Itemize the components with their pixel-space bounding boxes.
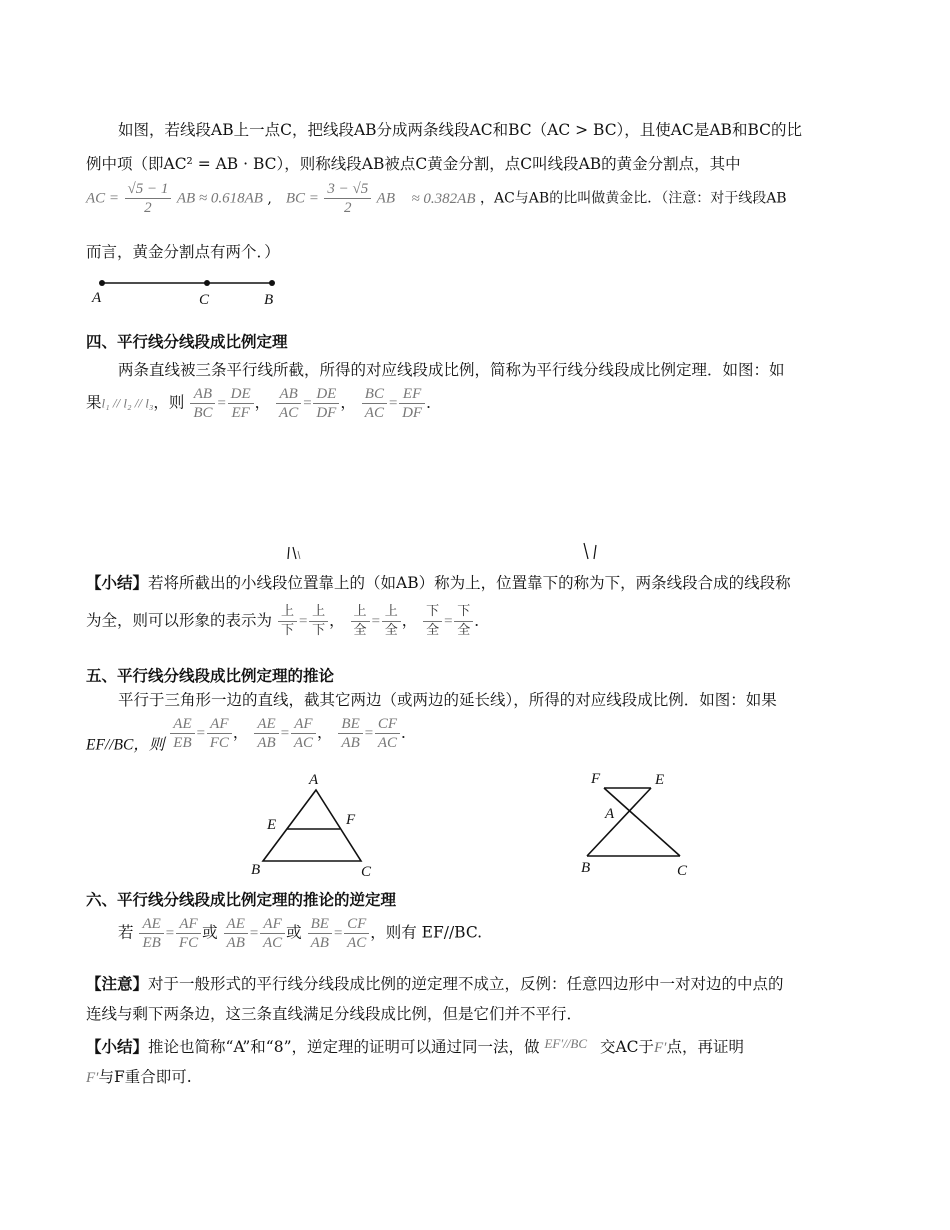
formula-ac-rhs: AB ≈ 0.618AB <box>176 190 263 207</box>
section-6-heading: 六、平行线分线段成比例定理的推论的逆定理 <box>86 890 397 909</box>
formula-ac-fraction <box>125 180 172 217</box>
golden-segment-figure <box>86 270 296 310</box>
label-c: C <box>199 292 210 308</box>
converse-ratio-3-left: $\frac{BE}{AB}$ <box>308 915 332 952</box>
converse-ratio-1-left: $\frac{AE}{EB}$ <box>139 915 163 952</box>
if-word: 若 <box>118 923 134 942</box>
f-prime-2: F′ <box>86 1070 99 1086</box>
or-word-1: 或 <box>202 923 218 942</box>
figure-remnant-left <box>285 545 305 561</box>
f-prime-1: F′ <box>654 1040 667 1056</box>
ef-prime-parallel-bc: EF′//BC <box>544 1036 587 1051</box>
formula-bc-num: 3 − √5 <box>324 180 371 199</box>
then-conclusion: ，则有 EF//BC. <box>370 923 483 942</box>
golden-formula-row: AC = $\frac{√5 - 1}{2}$ AB ≈ 0.618AB , BC = $\frac{3 - √5}{2}$ AB ≈ 0.382AB ，AC与AB的比叫做黄金比．（注意：对于线段AB <box>86 181 787 216</box>
point-b <box>269 280 275 286</box>
corollary-ratio-2-right: $\frac{AF}{AC}$ <box>291 715 316 752</box>
formula-bc-lhs: BC = <box>285 190 319 207</box>
section-5-formula-row: EF//BC，则 $\frac{AE}{EB}$ = $\frac{AF}{FC}$ ， $\frac{AE}{AB}$ = $\frac{AF}{AC}$ ， $\frac{BE}{AB}$ = $\frac{CF}{AC}$ ． <box>86 716 417 754</box>
point-a <box>99 280 105 286</box>
formula-bc-approx: ≈ 0.382AB <box>411 190 476 207</box>
section-6-summary-line-1: 【小结】推论也简称“A”和“8”，逆定理的证明可以通过同一法，做 $^{EF'//BC}$ 交AC于F′点，再证明 <box>86 1036 744 1056</box>
up-down-left: $\frac{\text{上}}{\text{下}}$ <box>278 603 297 640</box>
fig1-label-f: F <box>346 812 356 828</box>
ratio-3-right: $\frac{EF}{DF}$ <box>399 385 425 422</box>
corollary-ratio-1-left: $\frac{AE}{EB}$ <box>170 715 194 752</box>
figure-remnant-right <box>580 541 604 561</box>
ratio-1-right: $\frac{DE}{EF}$ <box>228 385 254 422</box>
fig2-label-e: E <box>655 772 665 788</box>
fig1-label-a: A <box>309 772 319 788</box>
section-5-body: 平行于三角形一边的直线，截其它两边（或两边的延长线），所得的对应线段成比例．如图：如果 <box>118 691 777 709</box>
summary-tag: 【小结】 <box>86 573 149 592</box>
converse-ratio-3-right: $\frac{CF}{AC}$ <box>344 915 369 952</box>
note-line-2: 连线与剩下两条边，这三条直线满足分线段成比例，但是它们并不平行． <box>86 1005 583 1023</box>
ratio-1-left: $\frac{AB}{BC}$ <box>190 385 215 422</box>
ratio-2-right: $\frac{DE}{DF}$ <box>313 385 339 422</box>
fig1-label-c: C <box>361 864 372 880</box>
point-c <box>204 280 210 286</box>
golden-line-2: 例中项（即AC² = AB · BC），则称线段AB被点C黄金分割，点C叫线段AB的黄金分割点，其中 <box>86 155 741 173</box>
up-whole-left: $\frac{\text{上}}{\text{全}}$ <box>351 603 370 640</box>
converse-ratio-1-right: $\frac{AF}{FC}$ <box>176 915 201 952</box>
corollary-ratio-1-right: $\frac{AF}{FC}$ <box>207 715 232 752</box>
section-6-formula-row: 若 $\frac{AE}{EB}$ = $\frac{AF}{FC}$ 或 $\frac{AE}{AB}$ = $\frac{AF}{AC}$ 或 $\frac{BE}{AB}$ = $\frac{CF}{AC}$ ，则有 EF//BC. <box>118 916 483 951</box>
then-word: ，则 <box>153 393 185 412</box>
label-a: A <box>92 290 102 306</box>
summary-text-2: 为全，则可以形象的表示为 <box>86 611 273 630</box>
note-line-1 <box>86 972 784 994</box>
ratio-2-left: $\frac{AB}{AC}$ <box>276 385 301 422</box>
fig1-label-b: B <box>251 862 261 878</box>
ef-parallel-bc: EF//BC，则 <box>86 736 165 754</box>
section-4-summary-line-2: 为全，则可以形象的表示为 $\frac{\text{上}}{\text{下}}$ = $\frac{\text{上}}{\text{下}}$ ， $\frac{\text{上}}{\text{全}}$ = $\frac{\text{上}}{\text{全}}$ ， $\frac{\text{下}}{\text{全}}$ = $\frac{\text{下}}{\text{全}}$ ． <box>86 604 490 638</box>
or-word-2: 或 <box>286 923 302 942</box>
section-4-body: 两条直线被三条平行线所截，所得的对应线段成比例，简称为平行线分线段成比例定理．如图：如 <box>118 361 785 379</box>
summary-tag-2: 【小结】 <box>86 1037 149 1056</box>
formula-ac-den: 2 <box>144 200 152 216</box>
ratio-3-left: $\frac{BC}{AC}$ <box>362 385 387 422</box>
triangle-figure-a <box>245 768 385 880</box>
down-whole-left: $\frac{\text{下}}{\text{全}}$ <box>423 603 442 640</box>
section-5-heading: 五、平行线分线段成比例定理的推论 <box>86 666 335 685</box>
fig2-label-c: C <box>677 863 688 879</box>
parallel-condition: l₁ // l₂ // l₃ <box>101 395 154 411</box>
corollary-ratio-2-left: $\frac{AE}{AB}$ <box>254 715 278 752</box>
formula-ac-lhs: AC = <box>86 190 120 207</box>
summary-text: 若将所截出的小线段位置靠上的（如AB）称为上，位置靠下的称为下，两条线段合成的线段称 <box>148 574 791 592</box>
hourglass-figure <box>575 768 705 880</box>
golden-line-4: 而言，黄金分割点有两个．） <box>86 243 280 261</box>
formula-ac-num: √5 − 1 <box>125 180 172 199</box>
section-6-summary-line-2: F′与F重合即可. <box>86 1068 192 1086</box>
section-4-summary-line-1 <box>86 571 791 593</box>
converse-ratio-2-right: $\frac{AF}{AC}$ <box>260 915 285 952</box>
up-whole-right: $\frac{\text{上}}{\text{全}}$ <box>382 603 401 640</box>
if-prefix: 果 <box>86 393 102 412</box>
fig1-label-e: E <box>267 817 277 833</box>
up-down-right: $\frac{\text{上}}{\text{下}}$ <box>309 603 328 640</box>
corollary-ratio-3-left: $\frac{BE}{AB}$ <box>338 715 362 752</box>
section-4-formula-row: 果l₁ // l₂ // l₃，则 $\frac{AB}{BC}$ = $\frac{DE}{EF}$ ， $\frac{AB}{AC}$ = $\frac{DE}{DF}$ ， $\frac{BC}{AC}$ = $\frac{EF}{DF}$ ． <box>86 386 442 421</box>
section-4-heading: 四、平行线分线段成比例定理 <box>86 332 288 351</box>
fig2-label-f: F <box>591 771 601 787</box>
converse-ratio-2-left: $\frac{AE}{AB}$ <box>224 915 248 952</box>
down-whole-right: $\frac{\text{下}}{\text{全}}$ <box>454 603 473 640</box>
corollary-ratio-3-right: $\frac{CF}{AC}$ <box>375 715 400 752</box>
note-text-1: 对于一般形式的平行线分线段成比例的逆定理不成立，反例：任意四边形中一对对边的中点的 <box>148 975 784 993</box>
formula-bc-rhs: AB <box>376 190 395 207</box>
fig2-label-b: B <box>581 860 591 876</box>
formula-bc-den: 2 <box>344 200 352 216</box>
note-tag: 【注意】 <box>86 974 149 993</box>
golden-line-3-tail: ，AC与AB的比叫做黄金比．（注意：对于线段AB <box>479 190 787 207</box>
fig2-label-a: A <box>605 806 615 822</box>
label-b: B <box>264 292 274 308</box>
formula-bc-fraction <box>324 180 371 217</box>
golden-line-1: 如图，若线段AB上一点C，把线段AB分成两条线段AC和BC（AC > BC），且使AC是AB和BC的比 <box>118 121 802 139</box>
